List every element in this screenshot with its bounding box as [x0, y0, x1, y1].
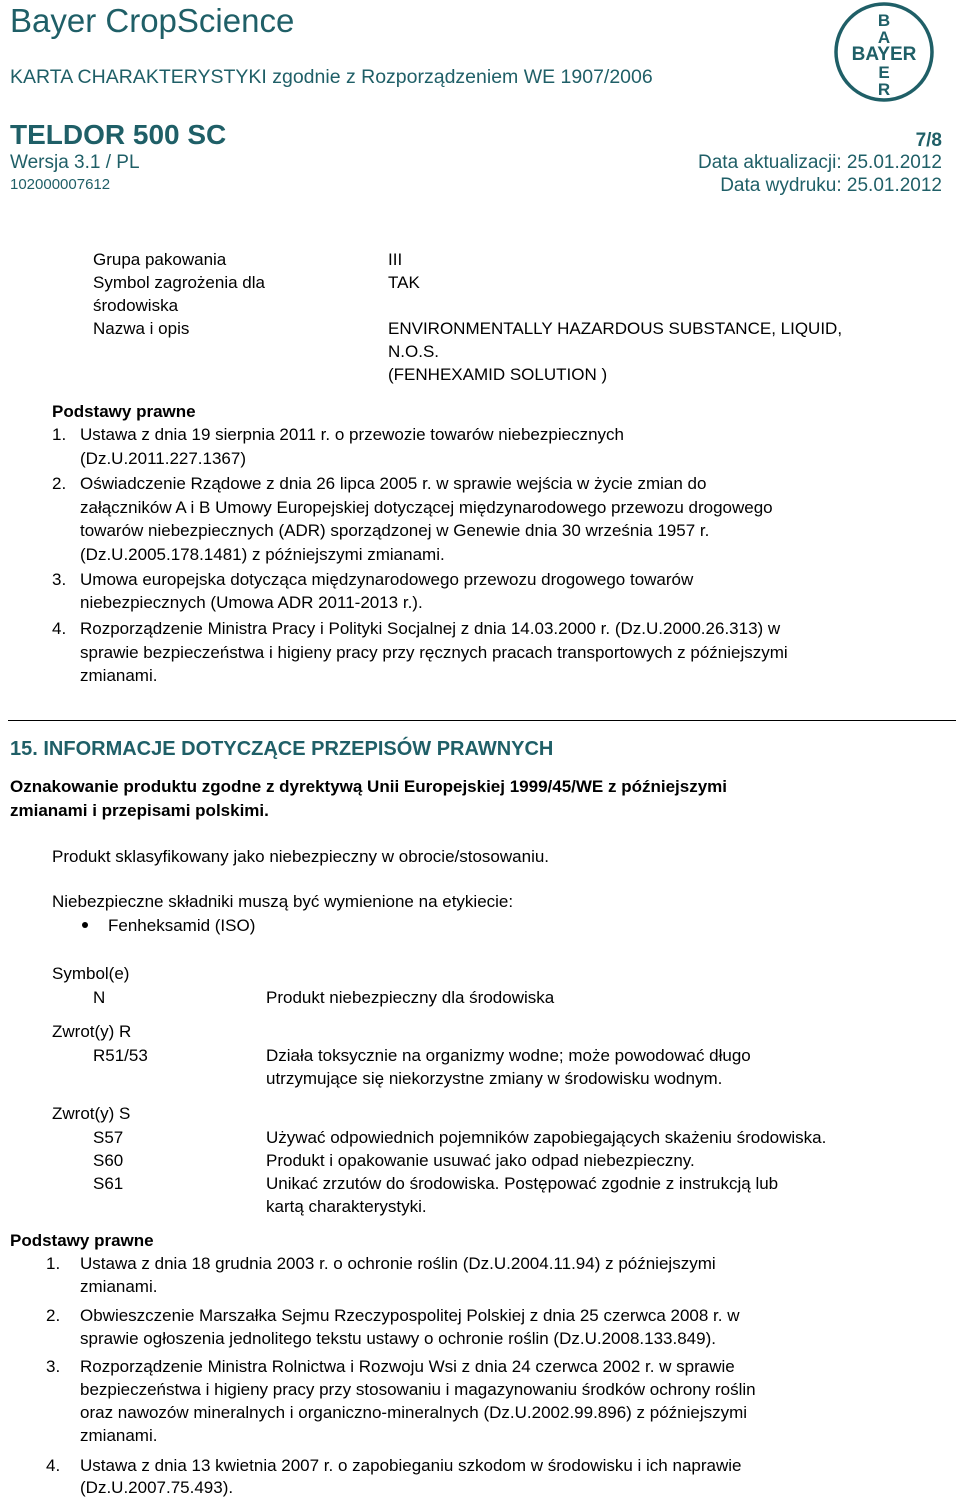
- legal-item-number: 1.: [46, 1254, 61, 1273]
- legal-item-line: oraz nawozów mineralnych i organiczno-mineralnych (Dz.U.2002.99.896) z późniejszymi: [80, 1403, 748, 1422]
- legal-item-line: Rozporządzenie Ministra Rolnictwa i Rozwoju Wsi z dnia 24 czerwca 2002 r. w sprawie: [80, 1357, 735, 1376]
- section-divider: [8, 720, 956, 721]
- legal-item-line: załączników A i B Umowy Europejskiej dotyczącej międzynarodowego przewozu drogowego: [80, 498, 773, 517]
- version-label: Wersja 3.1 / PL: [10, 152, 140, 173]
- r-phrase-code: R51/53: [93, 1046, 148, 1065]
- symbol-code: N: [93, 988, 106, 1007]
- print-date: Data wydruku: 25.01.2012: [720, 175, 942, 196]
- legal-item-number: 4.: [46, 1456, 61, 1475]
- transport-label: środowiska: [93, 296, 179, 315]
- document-title: KARTA CHARAKTERYSTYKI zgodnie z Rozporządzeniem WE 1907/2006: [10, 66, 653, 88]
- transport-value: N.O.S.: [388, 342, 440, 361]
- product-name: TELDOR 500 SC: [10, 119, 227, 150]
- legal-item-number: 2.: [46, 1306, 61, 1325]
- labelling-intro: Oznakowanie produktu zgodne z dyrektywą Unii Europejskiej 1999/45/WE z późniejszymi: [10, 777, 728, 796]
- legal-item-line: Obwieszczenie Marszałka Sejmu Rzeczypospolitej Polskiej z dnia 25 czerwca 2008 r. w: [80, 1306, 740, 1325]
- logo-letter-e: E: [878, 63, 890, 82]
- s-phrase-code: S61: [93, 1174, 124, 1193]
- legal-item-number: 1.: [52, 425, 67, 444]
- transport-value: ENVIRONMENTALLY HAZARDOUS SUBSTANCE, LIQUID,: [388, 319, 843, 338]
- legal-item-number: 3.: [46, 1357, 61, 1376]
- s-phrase-code: S60: [93, 1151, 124, 1170]
- transport-label: Symbol zagrożenia dla: [93, 273, 265, 292]
- legal-item-line: sprawie bezpieczeństwa i higieny pracy przy ręcznych pracach transportowych z późniejszymi: [80, 643, 788, 662]
- transport-value: TAK: [388, 273, 420, 292]
- s-phrase-text: Unikać zrzutów do środowiska. Postępować zgodnie z instrukcją lub: [266, 1174, 779, 1193]
- logo-letter-b: B: [877, 11, 891, 30]
- legal-item-line: niebezpiecznych (Umowa ADR 2011-2013 r.).: [80, 593, 423, 612]
- legal-heading: Podstawy prawne: [10, 1231, 154, 1250]
- legal-item-line: zmianami.: [80, 1277, 158, 1296]
- transport-label: Nazwa i opis: [93, 319, 190, 338]
- r-phrase-text: Działa toksycznie na organizmy wodne; może powodować długo: [266, 1046, 751, 1065]
- legal-item-number: 3.: [52, 570, 67, 589]
- update-date: Data aktualizacji: 25.01.2012: [698, 152, 942, 173]
- ingredients-label: Niebezpieczne składniki muszą być wymienione na etykiecie:: [52, 892, 514, 911]
- classification-text: Produkt sklasyfikowany jako niebezpieczny w obrocie/stosowaniu.: [52, 847, 550, 866]
- legal-item-line: zmianami.: [80, 1426, 158, 1445]
- transport-value: (FENHEXAMID SOLUTION ): [388, 365, 608, 384]
- company-name: Bayer CropScience: [10, 2, 295, 39]
- logo-row-bayer: BAYER: [851, 44, 917, 65]
- r-phrase-text: utrzymujące się niekorzystne zmiany w środowisku wodnym.: [266, 1069, 723, 1088]
- ingredient-item: Fenheksamid (ISO): [108, 916, 256, 935]
- section-15-title: 15. INFORMACJE DOTYCZĄCE PRZEPISÓW PRAWNYCH: [10, 738, 554, 760]
- legal-item-line: Oświadczenie Rządowe z dnia 26 lipca 2005 r. w sprawie wejścia w życie zmian do: [80, 474, 707, 493]
- s-phrase-text: Produkt i opakowanie usuwać jako odpad niebezpieczny.: [266, 1151, 695, 1170]
- legal-item-line: bezpieczeństwa i higieny pracy przy stosowaniu i magazynowaniu środków ochrony roślin: [80, 1380, 756, 1399]
- legal-item-line: (Dz.U.2005.178.1481) z późniejszymi zmianami.: [80, 545, 445, 564]
- s-phrase-text: Używać odpowiednich pojemników zapobiegających skażeniu środowiska.: [266, 1128, 827, 1147]
- s-phrase-text: kartą charakterystyki.: [266, 1197, 427, 1216]
- bayer-cross-logo: [833, 1, 935, 103]
- legal-item-line: Ustawa z dnia 18 grudnia 2003 r. o ochronie roślin (Dz.U.2004.11.94) z późniejszymi: [80, 1254, 716, 1273]
- s-phrases-label: Zwrot(y) S: [52, 1104, 131, 1123]
- logo-letter-a: A: [877, 28, 891, 47]
- legal-item-line: (Dz.U.2011.227.1367): [80, 449, 247, 468]
- legal-item-number: 4.: [52, 619, 67, 638]
- legal-item-line: Ustawa z dnia 13 kwietnia 2007 r. o zapobieganiu szkodom w środowisku i ich naprawie: [80, 1456, 742, 1475]
- legal-item-line: (Dz.U.2007.75.493).: [80, 1478, 234, 1497]
- symbol-text: Produkt niebezpieczny dla środowiska: [266, 988, 555, 1007]
- legal-item-line: sprawie ogłoszenia jednolitego tekstu ustawy o ochronie roślin (Dz.U.2008.133.849).: [80, 1329, 716, 1348]
- legal-heading: Podstawy prawne: [52, 402, 196, 421]
- labelling-intro: zmianami i przepisami polskimi.: [10, 801, 269, 820]
- legal-item-line: towarów niebezpiecznych (ADR) sporządzonej w Genewie dnia 30 września 1957 r.: [80, 521, 710, 540]
- legal-item-line: zmianami.: [80, 666, 158, 685]
- legal-item-line: Rozporządzenie Ministra Pracy i Polityki Socjalnej z dnia 14.03.2000 r. (Dz.U.2000.26.313) w: [80, 619, 781, 638]
- legal-item-line: Umowa europejska dotycząca międzynarodowego przewozu drogowego towarów: [80, 570, 694, 589]
- transport-value: III: [388, 250, 403, 269]
- legal-item-number: 2.: [52, 474, 67, 493]
- document-code: 102000007612: [10, 176, 111, 193]
- r-phrases-label: Zwrot(y) R: [52, 1022, 132, 1041]
- legal-item-line: Ustawa z dnia 19 sierpnia 2011 r. o przewozie towarów niebezpiecznych: [80, 425, 624, 444]
- page-number: 7/8: [915, 130, 942, 151]
- transport-label: Grupa pakowania: [93, 250, 227, 269]
- s-phrase-code: S57: [93, 1128, 124, 1147]
- logo-letter-r: R: [877, 80, 891, 99]
- symbol-label: Symbol(e): [52, 964, 130, 983]
- bullet-icon: [82, 922, 88, 928]
